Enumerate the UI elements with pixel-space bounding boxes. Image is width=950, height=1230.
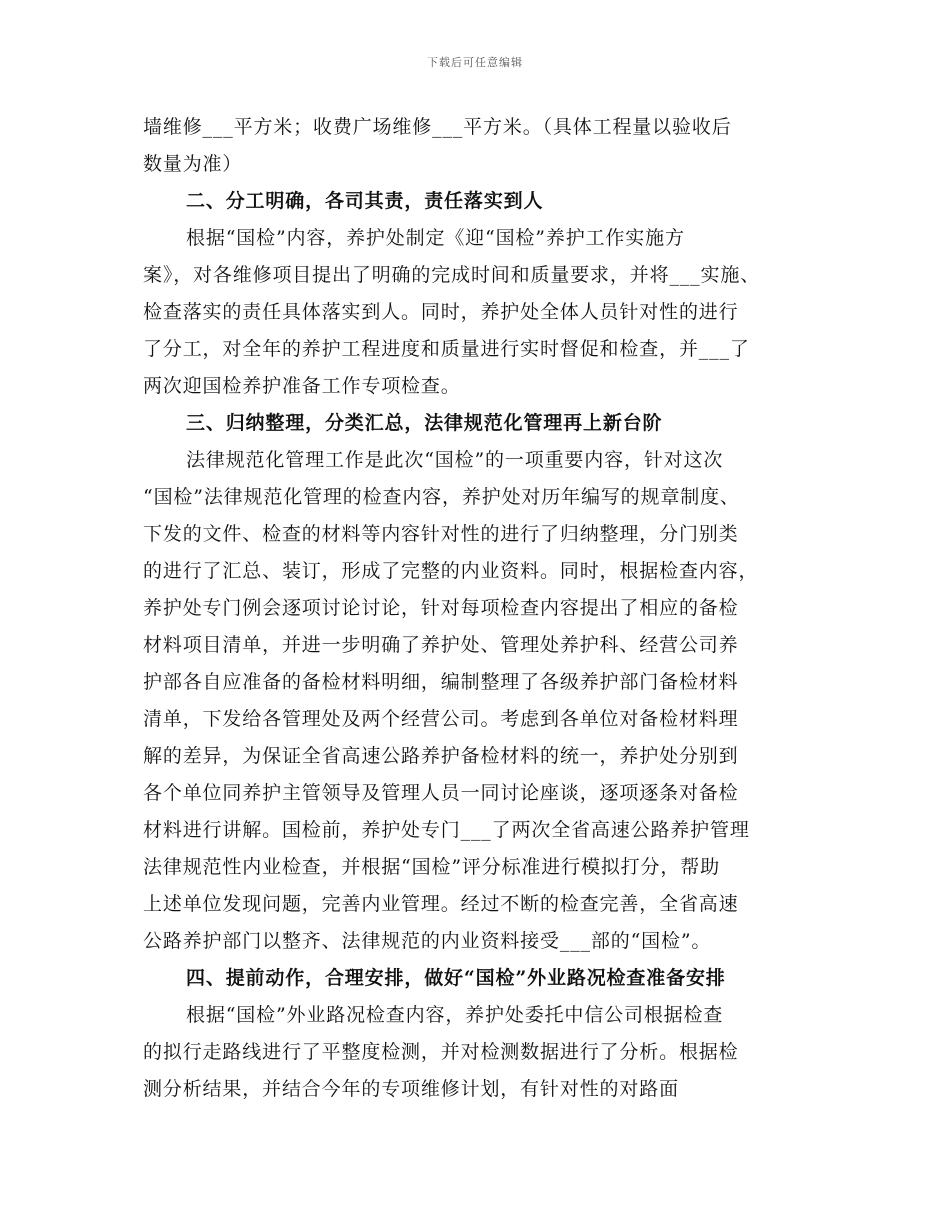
text-line: 数量为准）	[143, 153, 243, 175]
section-heading: 二、分工明确，各司其责，责任落实到人	[186, 190, 544, 212]
text-line: 护部各自应准备的备检材料明细，编制整理了各级养护部门备检材料	[143, 671, 739, 693]
text-line: 的拟行走路线进行了平整度检测，并对检测数据进行了分析。根据检	[143, 1041, 739, 1063]
text-line: 各个单位同养护主管领导及管理人员一同讨论座谈，逐项逐条对备检	[143, 782, 739, 804]
text-line: 上述单位发现问题，完善内业管理。经过不断的检查完善，全省高速	[143, 893, 739, 915]
text-line: 下发的文件、检查的材料等内容针对性的进行了归纳整理，分门别类	[143, 523, 739, 545]
text-line: 的进行了汇总、装订，形成了完整的内业资料。同时，根据检查内容，	[143, 560, 759, 582]
paragraph-start: 根据“国检”内容，养护处制定《迎“国检”养护工作实施方	[186, 227, 685, 249]
text-line: 公路养护部门以整齐、法律规范的内业资料接受___部的“国检”。	[143, 930, 712, 952]
text-line: 材料项目清单，并进一步明确了养护处、管理处养护科、经营公司养	[143, 634, 739, 656]
text-line: 墙维修___平方米；收费广场维修___平方米。（具体工程量以验收后	[143, 116, 732, 138]
text-line: “国检”法律规范化管理的检查内容，养护处对历年编写的规章制度、	[143, 486, 740, 508]
text-line: 测分析结果，并结合今年的专项维修计划，有针对性的对路面	[143, 1078, 679, 1100]
text-line: 材料进行讲解。国检前，养护处专门___了两次全省高速公路养护管理	[143, 819, 750, 841]
text-line: 解的差异，为保证全省高速公路养护备检材料的统一，养护处分别到	[143, 745, 739, 767]
paragraph-start: 根据“国检”外业路况检查内容，养护处委托中信公司根据检查	[186, 1004, 724, 1026]
text-line: 检查落实的责任具体落实到人。同时，养护处全体人员针对性的进行	[143, 301, 739, 323]
text-line: 法律规范性内业检查，并根据“国检”评分标准进行模拟打分，帮助	[143, 856, 720, 878]
document-body	[143, 109, 811, 1108]
text-line: 清单，下发给各管理处及两个经营公司。考虑到各单位对备检材料理	[143, 708, 739, 730]
text-line: 案》，对各维修项目提出了明确的完成时间和质量要求，并将___实施、	[143, 264, 761, 286]
paragraph-start: 法律规范化管理工作是此次“国检”的一项重要内容，针对这次	[186, 449, 724, 471]
section-heading: 四、提前动作，合理安排，做好“国检”外业路况检查准备安排	[186, 967, 726, 989]
text-line: 养护处专门例会逐项讨论讨论，针对每项检查内容提出了相应的备检	[143, 597, 739, 619]
text-line: 两次迎国检养护准备工作专项检查。	[143, 375, 461, 397]
text-line: 了分工，对全年的养护工程进度和质量进行实时督促和检查，并___了	[143, 338, 750, 360]
section-heading: 三、归纳整理，分类汇总，法律规范化管理再上新台阶	[186, 412, 663, 434]
page-header: 下载后可任意编辑	[427, 56, 523, 69]
